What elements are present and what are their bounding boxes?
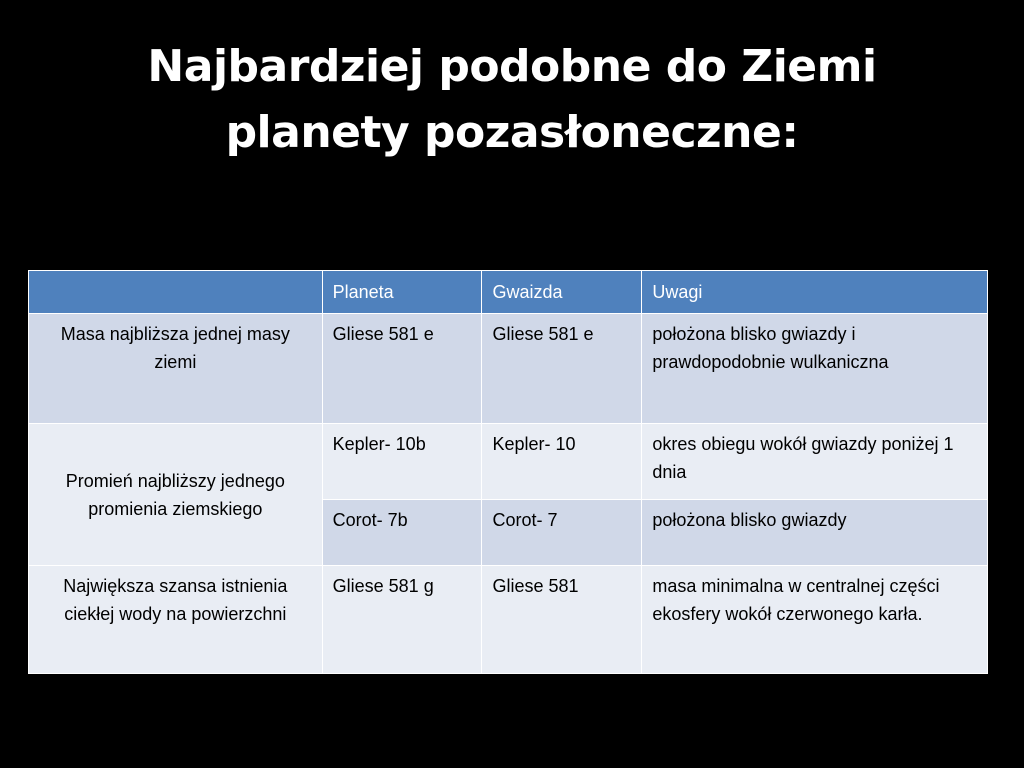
header-notes: Uwagi <box>642 271 988 314</box>
row-label: Masa najbliższa jednej masy ziemi <box>29 314 323 424</box>
table-row <box>29 566 988 674</box>
table-header-row <box>29 271 988 314</box>
cell-note: położona blisko gwiazdy i prawdopodobnie wulkaniczna <box>642 314 988 424</box>
cell-note: okres obiegu wokół gwiazdy poniżej 1 dnia <box>642 424 988 500</box>
slide-title <box>0 34 1024 166</box>
header-star: Gwaizda <box>482 271 642 314</box>
cell-planet: Gliese 581 e <box>322 314 482 424</box>
title-line-2: planety pozasłoneczne: <box>225 107 799 158</box>
table-row <box>29 424 988 500</box>
row-label: Największa szansa istnienia ciekłej wody na powierzchni <box>29 566 323 674</box>
cell-star: Corot- 7 <box>482 500 642 566</box>
exoplanet-table <box>28 270 988 674</box>
cell-star: Gliese 581 <box>482 566 642 674</box>
cell-note: położona blisko gwiazdy <box>642 500 988 566</box>
title-line-1: Najbardziej podobne do Ziemi <box>147 41 877 92</box>
cell-star: Kepler- 10 <box>482 424 642 500</box>
cell-planet: Gliese 581 g <box>322 566 482 674</box>
cell-planet: Corot- 7b <box>322 500 482 566</box>
cell-note: masa minimalna w centralnej części ekosfery wokół czerwonego karła. <box>642 566 988 674</box>
cell-planet: Kepler- 10b <box>322 424 482 500</box>
table-row <box>29 314 988 424</box>
row-label: Promień najbliższy jednego promienia ziemskiego <box>29 424 323 566</box>
header-empty <box>29 271 323 314</box>
cell-star: Gliese 581 e <box>482 314 642 424</box>
header-planet: Planeta <box>322 271 482 314</box>
